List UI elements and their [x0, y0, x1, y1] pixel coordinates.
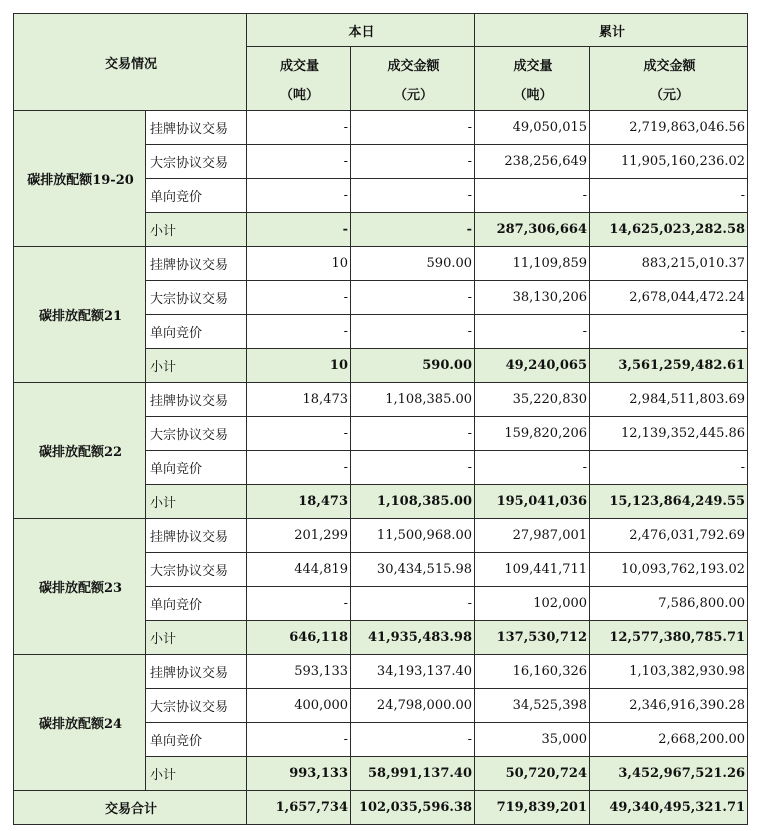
cell-total-amount: 883,215,010.37 — [590, 247, 748, 281]
header-today-volume — [247, 47, 351, 111]
table-body — [14, 14, 748, 825]
cell-today-volume: - — [247, 281, 351, 315]
cell-today-volume: 18,473 — [247, 383, 351, 417]
cell-today-amount: 590.00 — [351, 247, 475, 281]
trade-type: 挂牌协议交易 — [146, 519, 247, 553]
trade-type: 单向竞价 — [146, 723, 247, 757]
cell-total-amount: 14,625,023,282.58 — [590, 213, 748, 247]
table-row — [14, 655, 748, 689]
cell-total-volume: 238,256,649 — [475, 145, 590, 179]
cell-total-volume: 27,987,001 — [475, 519, 590, 553]
header-amount-unit: （元） — [394, 87, 434, 103]
cell-total-volume: 102,000 — [475, 587, 590, 621]
cell-today-volume: - — [247, 315, 351, 349]
cell-today-volume: - — [247, 451, 351, 485]
grand-total-row — [14, 791, 748, 825]
header-total-amount — [590, 47, 748, 111]
cell-total-amount: - — [590, 315, 748, 349]
cell-today-volume: - — [247, 111, 351, 145]
cell-today-amount: 58,991,137.40 — [351, 757, 475, 791]
cell-total-volume: 50,720,724 — [475, 757, 590, 791]
cell-total-amount: 3,452,967,521.26 — [590, 757, 748, 791]
cell-total-volume: - — [475, 179, 590, 213]
trade-type: 大宗协议交易 — [146, 145, 247, 179]
cell-today-volume: - — [247, 587, 351, 621]
cell-today-volume: 18,473 — [247, 485, 351, 519]
cell-total-volume: 287,306,664 — [475, 213, 590, 247]
header-row-label: 交易情况 — [14, 14, 247, 111]
grand-total-label: 交易合计 — [14, 791, 247, 825]
group-name: 碳排放配额21 — [14, 247, 146, 383]
cell-total-amount: 2,678,044,472.24 — [590, 281, 748, 315]
cell-today-volume: 400,000 — [247, 689, 351, 723]
group-name: 碳排放配额19-20 — [14, 111, 146, 247]
cell-total-amount: 15,123,864,249.55 — [590, 485, 748, 519]
cell-today-amount: 30,434,515.98 — [351, 553, 475, 587]
header-amount-label: 成交金额 — [387, 58, 440, 74]
cell-total-amount: 2,668,200.00 — [590, 723, 748, 757]
cell-total-amount: 12,577,380,785.71 — [590, 621, 748, 655]
cell-today-volume: 993,133 — [247, 757, 351, 791]
cell-today-amount: 1,108,385.00 — [351, 383, 475, 417]
cell-total-amount: 11,905,160,236.02 — [590, 145, 748, 179]
header-amount-label: 成交金额 — [643, 58, 696, 74]
cell-today-volume: 10 — [247, 247, 351, 281]
cell-total-volume: 34,525,398 — [475, 689, 590, 723]
cell-total-amount: 2,984,511,803.69 — [590, 383, 748, 417]
cell-total-volume: 16,160,326 — [475, 655, 590, 689]
cell-total-amount: - — [590, 179, 748, 213]
trade-type: 大宗协议交易 — [146, 281, 247, 315]
cell-total-amount: 7,586,800.00 — [590, 587, 748, 621]
cell-total-amount: 2,719,863,046.56 — [590, 111, 748, 145]
cell-total-volume: 159,820,206 — [475, 417, 590, 451]
cell-total-volume: 719,839,201 — [475, 791, 590, 825]
cell-today-amount: - — [351, 451, 475, 485]
cell-today-amount: 24,798,000.00 — [351, 689, 475, 723]
cell-today-volume: 444,819 — [247, 553, 351, 587]
trade-type: 大宗协议交易 — [146, 553, 247, 587]
subtotal-label: 小计 — [146, 757, 247, 791]
trade-type: 大宗协议交易 — [146, 417, 247, 451]
cell-today-amount: - — [351, 213, 475, 247]
table-row — [14, 383, 748, 417]
cell-today-amount: 11,500,968.00 — [351, 519, 475, 553]
header-volume-unit: （吨） — [513, 87, 553, 103]
table-row — [14, 519, 748, 553]
cell-total-amount: 3,561,259,482.61 — [590, 349, 748, 383]
cell-today-amount: - — [351, 587, 475, 621]
trade-type: 大宗协议交易 — [146, 689, 247, 723]
trade-type: 单向竞价 — [146, 587, 247, 621]
subtotal-label: 小计 — [146, 349, 247, 383]
cell-total-volume: - — [475, 315, 590, 349]
subtotal-label: 小计 — [146, 213, 247, 247]
cell-total-volume: 35,220,830 — [475, 383, 590, 417]
table-row — [14, 247, 748, 281]
cell-total-volume: 109,441,711 — [475, 553, 590, 587]
cell-today-amount: 41,935,483.98 — [351, 621, 475, 655]
cell-total-amount: 12,139,352,445.86 — [590, 417, 748, 451]
cell-today-amount: 34,193,137.40 — [351, 655, 475, 689]
cell-today-amount: 102,035,596.38 — [351, 791, 475, 825]
cell-today-amount: - — [351, 145, 475, 179]
trade-type: 挂牌协议交易 — [146, 655, 247, 689]
group-name: 碳排放配额22 — [14, 383, 146, 519]
cell-today-amount: - — [351, 111, 475, 145]
cell-total-amount: 1,103,382,930.98 — [590, 655, 748, 689]
cell-total-volume: 195,041,036 — [475, 485, 590, 519]
header-group-today: 本日 — [247, 14, 475, 47]
cell-today-amount: - — [351, 281, 475, 315]
cell-today-volume: - — [247, 417, 351, 451]
header-row-groups — [14, 14, 748, 47]
group-name: 碳排放配额24 — [14, 655, 146, 791]
cell-today-volume: - — [247, 213, 351, 247]
table-row — [14, 111, 748, 145]
trade-type: 单向竞价 — [146, 179, 247, 213]
cell-total-amount: 49,340,495,321.71 — [590, 791, 748, 825]
cell-total-volume: 49,240,065 — [475, 349, 590, 383]
cell-total-amount: 10,093,762,193.02 — [590, 553, 748, 587]
cell-total-volume: 49,050,015 — [475, 111, 590, 145]
header-amount-unit: （元） — [650, 87, 690, 103]
subtotal-label: 小计 — [146, 485, 247, 519]
trade-type: 挂牌协议交易 — [146, 111, 247, 145]
trade-type: 单向竞价 — [146, 451, 247, 485]
trade-type: 挂牌协议交易 — [146, 247, 247, 281]
cell-today-volume: - — [247, 179, 351, 213]
cell-today-volume: - — [247, 723, 351, 757]
cell-total-amount: 2,476,031,792.69 — [590, 519, 748, 553]
cell-today-volume: 646,118 — [247, 621, 351, 655]
cell-total-volume: - — [475, 451, 590, 485]
cell-today-volume: 201,299 — [247, 519, 351, 553]
header-volume-label: 成交量 — [280, 58, 320, 74]
cell-total-volume: 137,530,712 — [475, 621, 590, 655]
carbon-trading-table — [13, 13, 748, 825]
header-today-amount — [351, 47, 475, 111]
cell-today-volume: 10 — [247, 349, 351, 383]
header-volume-unit: （吨） — [280, 87, 320, 103]
cell-today-amount: - — [351, 417, 475, 451]
cell-today-volume: - — [247, 145, 351, 179]
cell-today-amount: 590.00 — [351, 349, 475, 383]
cell-today-volume: 1,657,734 — [247, 791, 351, 825]
cell-today-volume: 593,133 — [247, 655, 351, 689]
header-volume-label: 成交量 — [513, 58, 553, 74]
cell-today-amount: 1,108,385.00 — [351, 485, 475, 519]
cell-total-volume: 11,109,859 — [475, 247, 590, 281]
cell-total-volume: 35,000 — [475, 723, 590, 757]
cell-today-amount: - — [351, 179, 475, 213]
cell-today-amount: - — [351, 723, 475, 757]
cell-today-amount: - — [351, 315, 475, 349]
subtotal-label: 小计 — [146, 621, 247, 655]
cell-total-amount: - — [590, 451, 748, 485]
header-total-volume — [475, 47, 590, 111]
cell-total-amount: 2,346,916,390.28 — [590, 689, 748, 723]
header-group-total: 累计 — [475, 14, 748, 47]
group-name: 碳排放配额23 — [14, 519, 146, 655]
trade-type: 单向竞价 — [146, 315, 247, 349]
cell-total-volume: 38,130,206 — [475, 281, 590, 315]
trade-type: 挂牌协议交易 — [146, 383, 247, 417]
